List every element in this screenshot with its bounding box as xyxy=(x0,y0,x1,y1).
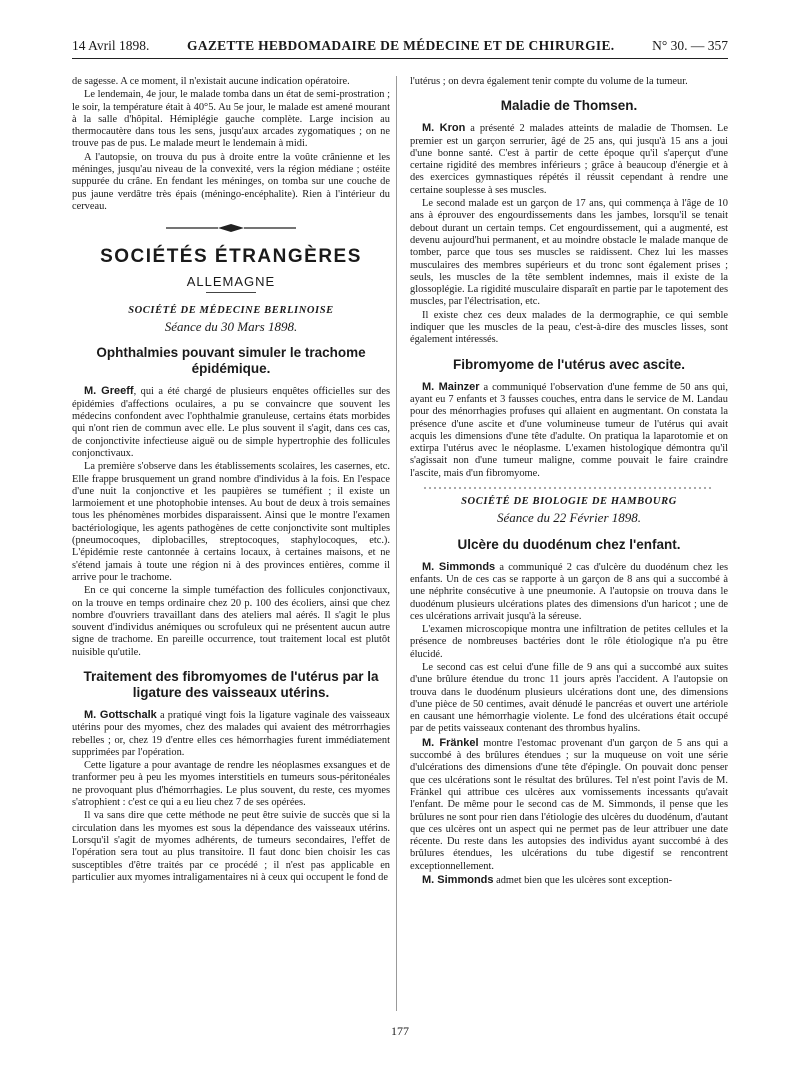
paragraph-text: a communiqué l'observation d'une femme de 50 ans qui, ayant eu 7 enfants et 3 fausses couches, entra dans le service de M. Landau pour des ménorrhagies profuses qui allaient en augmentant. On constata la présence d'une ascite et d'une volumineuse tumeur de l'utérus qui avait acquis les dimensions d'une tête d'adulte. On pratiqua la laparotomie et on extirpa l'utérus avec le néoplasme. L'examen histologique démontra qu'il s'agissait non d'une tumeur maligne, comme pouvait le faire craindre l'ascite, mais d'un fibromyome. xyxy=(410,381,728,479)
column-rule xyxy=(396,76,397,1011)
speaker-name: M. Mainzer xyxy=(422,380,480,393)
header-date: 14 Avril 1898. xyxy=(72,38,150,53)
divider xyxy=(410,486,728,490)
paragraph: Il va sans dire que cette méthode ne peut être suivie de succès que si la circulation dans les myomes est sous la dépendance des vaisseaux utérins. Lorsqu'il s'agit de myomes adhérents, de tumeurs secondaires, l'effet de l'opération sera tout au plus transitoire. Il faut donc bien choisir les cas susceptibles d'être traités par ce procédé ; il n'est pas applicable en particulier aux myomes intraligamentaires ni à ceux qui occupent le fond de xyxy=(72,810,390,883)
header-journal-title: GAZETTE HEBDOMADAIRE DE MÉDECINE ET DE CHIRURGIE. xyxy=(187,38,615,53)
speaker-name: M. Gottschalk xyxy=(84,708,157,721)
paragraph xyxy=(410,561,728,623)
speaker-name: M. Simmonds xyxy=(422,874,494,887)
paragraph: A l'autopsie, on trouva du pus à droite entre la voûte crânienne et les méninges, jusqu'au niveau de la convexité, vers la région médiane ; ostéite suppurée du crâne. En fendant les méninges, on tomba sur une couche de pus jaune verdâtre très épais (méningo-encéphalite). Rien à l'intérieur du cerveau. xyxy=(72,151,390,212)
paragraph: La première s'observe dans les établissements scolaires, les casernes, etc. Elle frappe brusquement un grand nombre d'individus à la fois. En l'espace d'une nuit la conjonctive et les paupières se tuméfient ; il existe un larmoiement et une photophobie intenses. Au bout de deux à trois semaines tous les phénomènes morbides disparaissent. Ainsi que le montre l'examen bactériologique, les agents pathogènes de cette conjonctivite sont multiples (pneumocoques, diplobacilles, streptocoques, staphylocoques, etc.). L'épidémie reste cantonnée à certains locaux, à certaines maisons, et ne s'étend jamais à toute une région ni à des provinces entières, comme il arrive pour le trachome. xyxy=(72,461,390,583)
paragraph-text: a pratiqué vingt fois la ligature vaginale des vaisseaux utérins pour des myomes, chez des malades qui avaient des métrorrhagies rebelles ; or, chez 19 d'entre elles ces hémorrhagies furent immédiatement supprimées par l'opération. xyxy=(72,709,391,758)
paragraph-text: , qui a été chargé de plusieurs enquêtes officielles sur des épidémies d'affections oculaires, a pu se convaincre que souvent les médecins confondent avec l'ophthalmie granuleuse, certains états morbides qui n'ont rien de commun avec elle. Le plus souvent il s'agit, dans ces cas, de conjonctivite infectieuse aiguë ou de simple hypertrophie des follicules conjonctivaux. xyxy=(72,386,390,459)
session-date: Séance du 22 Février 1898. xyxy=(496,510,642,526)
header-issue-page: N° 30. — 357 xyxy=(652,38,728,53)
paragraph xyxy=(410,874,728,887)
left-column xyxy=(72,76,390,885)
speaker-name: M. Kron xyxy=(422,122,466,135)
divider xyxy=(206,292,256,293)
fleuron-ornament xyxy=(72,223,390,233)
paragraph: En ce qui concerne la simple tuméfaction des follicules conjonctivaux, on la trouve en temps ordinaire chez 20 p. 100 des écoliers, ainsi que chez nombre d'ouvriers travaillant dans des ateliers mal aérés. Il s'agit le plus souvent d'individus anémiques ou scrofuleux qui ne présentent aucun autre signe de trachome. En pareille occurrence, tout traitement local est plutôt nuisible qu'utile. xyxy=(72,585,390,658)
society-heading: SOCIÉTÉ DE MÉDECINE BERLINOISE xyxy=(128,304,334,316)
paragraph: Il existe chez ces deux malades de la dermographie, ce qui semble indiquer que les muscles de la peau, c'est-à-dire des muscles lisses, sont également intéressés. xyxy=(410,309,728,346)
paragraph xyxy=(410,381,728,480)
paragraph-text: a communiqué 2 cas d'ulcère du duodénum chez les enfants. Un de ces cas se rapporte à un garçon de 8 ans qui a succombé à une néphrite consécutive à une pneumonie. A l'autopsie on trouva dans le duodénum plusieurs ulcérations plates des dimensions d'un haricot ; une de ces ulcérations arrivait jusqu'à la séreuse. xyxy=(410,561,728,622)
society-heading: SOCIÉTÉ DE BIOLOGIE DE HAMBOURG xyxy=(461,496,677,508)
paragraph xyxy=(72,385,390,460)
article-title: Ophthalmies pouvant simuler le trachome épidémique. xyxy=(96,345,366,377)
article-title: Traitement des fibromyomes de l'utérus par la ligature des vaisseaux utérins. xyxy=(83,668,379,700)
article-title: Ulcère du duodénum chez l'enfant. xyxy=(457,536,681,552)
section-title: SOCIÉTÉS ÉTRANGÈRES xyxy=(100,246,362,268)
right-column xyxy=(410,76,728,888)
speaker-name: M. Simmonds xyxy=(422,560,496,573)
paragraph: Le second cas est celui d'une fille de 9 ans qui a succombé aux suites d'une brûlure étendue du tronc 11 jours après l'accident. A l'autopsie on trouva dans le duodénum plusieurs ulcérations dont une, des dimensions d'une pièce de 50 centimes, avait dénudé le pancréas et ouvert une artériole en causant une hémorrhagie violente. Le fond des ulcérations était occupé par de petits vaisseaux contenant des thrombus hyalins. xyxy=(410,661,728,735)
paragraph: Le lendemain, 4e jour, le malade tomba dans un état de semi-prostration ; le soir, la température était à 40°5. Au 5e jour, le malade est amené mourant à la salle d'hôpital. Hémiplégie gauche complète. Large incision au thermocautère dans tous les sens, jusqu'aux arcades zygomatiques ; on ne trouve pas de pus. Le malade meurt le lendemain à midi. xyxy=(72,89,390,150)
article-title: Fibromyome de l'utérus avec ascite. xyxy=(452,356,686,372)
page-folio: 177 xyxy=(391,1024,409,1038)
running-header xyxy=(72,38,728,59)
paragraph: Cette ligature a pour avantage de rendre les néoplasmes exsangues et de tranformer peu à peu les myomes interstitiels en tumeurs sous-péritonéales ne provoquant plus d'hémorrhagies. Le plus souvent, du reste, ces myomes s'atrophient : c'est ce qui a eu lieu chez 7 de ses opérées. xyxy=(72,760,390,809)
speaker-name: M. Fränkel xyxy=(422,736,479,749)
paragraph xyxy=(410,122,728,197)
paragraph-text: montre l'estomac provenant d'un garçon de 5 ans qui a succombé à des brûlures étendues ; sur la muqueuse on voit une série d'ulcérations des dimensions d'une tête d'épingle. On pouvait donc penser que ces ulcérations sont le résultat des brûlures. Tel n'est point l'avis de M. Fränkel qui attribue ces ulcères aux vomissements incessants qu'avait l'enfant. De même pour le second cas de M. Simmonds, il pense que les brûlures ne sont pour rien dans l'étiologie des ulcères du duodénum, d'autant que ces ulcères ont un aspect qui ne permet pas de leur attribuer une date récente. Du reste dans les autopsies des individus ayant succombé à des brûlures étendues, les ulcérations du tube digestif se rencontrent exceptionnellement. xyxy=(410,737,728,872)
paragraph-text: admet bien que les ulcères sont exception- xyxy=(493,875,673,887)
dotted-rule-icon xyxy=(424,486,714,490)
session-date: Séance du 30 Mars 1898. xyxy=(164,319,298,335)
paragraph xyxy=(410,737,728,873)
speaker-name: M. Greeff xyxy=(84,385,134,398)
paragraph: L'examen microscopique montra une infiltration de petites cellules et la présence de nombreuses bactéries dont le rôle étiologique n'a pu être élucidé. xyxy=(410,624,728,660)
article-title: Maladie de Thomsen. xyxy=(500,98,638,114)
fleuron-icon xyxy=(166,223,296,233)
paragraph-text: a présenté 2 malades atteints de maladie de Thomsen. Le premier est un garçon serrurier, âgé de 25 ans, qui jusqu'à 15 ans a joui d'une bonne santé. C'est à partir de cette époque qu'il s'aperçut d'une certaine rigidité des membres inférieurs ; grâce à beaucoup d'énergie et à des exercices gymnastiques répétés il réussit cependant à rendre une certaine souplesse à ses muscles. xyxy=(410,123,728,196)
paragraph xyxy=(72,709,390,759)
country-heading: ALLEMAGNE xyxy=(186,273,276,289)
paragraph: de sagesse. A ce moment, il n'existait aucune indication opératoire. xyxy=(72,76,350,87)
paragraph: Le second malade est un garçon de 17 ans, qui commença à l'âge de 10 ans à éprouver des engourdissements dans les jambes, lorsqu'il se tenait debout durant un certain temps. Cet engourdissement, qui a augmenté, est devenu aujourd'hui permanent, et au moindre obstacle le malade manque de tomber, parce que tous ses muscles se raidissent. Chez lui les masses musculaires des membres supérieurs et du tronc sont également prises ; seuls, les muscles de la tête semblent indemnes, mais il existe de la glossoplégie. La rigidité musculaire disparaît en partie par le tapotement des muscles, par l'électrisation, etc. xyxy=(410,198,728,308)
paragraph: l'utérus ; on devra également tenir compte du volume de la tumeur. xyxy=(410,76,688,87)
